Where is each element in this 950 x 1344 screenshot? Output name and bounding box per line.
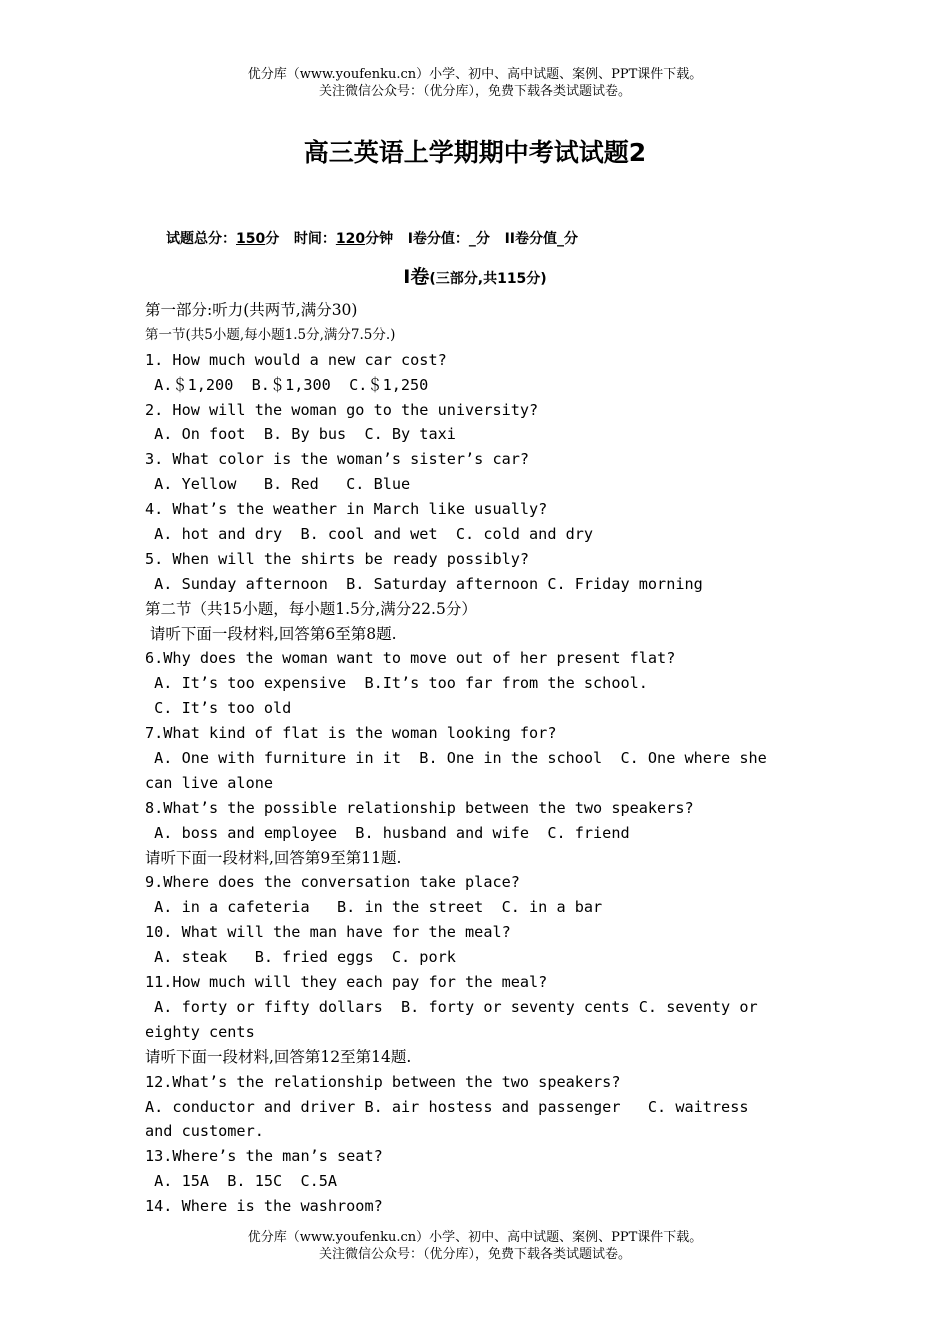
total-score-label: 试题总分： [166, 231, 236, 247]
instruction-line: 请听下面一段材料,回答第6至第8题. [145, 624, 397, 643]
question-line: 14. Where is the washroom? [145, 1197, 383, 1216]
option-line: A.＄1,200 B.＄1,300 C.＄1,250 [145, 375, 429, 394]
option-line: A. Sunday afternoon B. Saturday afternoon C. Friday morning [145, 574, 703, 593]
question-line: 1. How much would a new car cost? [145, 350, 447, 369]
volume-subtitle: (三部分,共115分) [429, 271, 547, 287]
question-line: 4. What’s the weather in March like usually? [145, 500, 548, 519]
option-line: C. It’s too old [145, 699, 292, 718]
instruction-line: 请听下面一段材料,回答第12至第14题. [145, 1047, 412, 1066]
question-list [145, 298, 815, 1219]
option-line: A. conductor and driver B. air hostess and passenger C. waitress [145, 1097, 749, 1116]
question-line: 3. What color is the woman’s sister’s car? [145, 450, 530, 469]
volume-1-score: I卷分值：_分 [407, 231, 505, 247]
option-line: A. hot and dry B. cool and wet C. cold and dry [145, 525, 594, 544]
option-line: A. forty or fifty dollars B. forty or seventy cents C. seventy or [145, 997, 758, 1016]
footer-line-1: 优分库（www.youfenku.cn）小学、初中、高中试题、案例、PPT课件下载。 [247, 1230, 703, 1245]
footer-line-2: 关注微信公众号：（优分库），免费下载各类试题试卷。 [318, 1247, 631, 1262]
instruction-line: 请听下面一段材料,回答第9至第11题. [145, 848, 402, 867]
option-line: can live alone [145, 773, 274, 792]
total-score-unit: 分 [265, 231, 294, 247]
question-line: 7.What kind of flat is the woman looking for? [145, 724, 557, 743]
option-line: and customer. [145, 1122, 264, 1141]
question-line: 11.How much will they each pay for the meal? [145, 973, 548, 992]
option-line: eighty cents [145, 1022, 255, 1041]
time-unit: 分钟 [365, 231, 408, 247]
question-line: 10. What will the man have for the meal? [145, 923, 511, 942]
header-line-1: 优分库（www.youfenku.cn）小学、初中、高中试题、案例、PPT课件下载。 [247, 67, 703, 82]
volume-title: I卷 [403, 266, 430, 288]
section-heading: 第一部分:听力(共两节,满分30) [145, 301, 358, 319]
volume-heading [0, 262, 950, 289]
question-line: 8.What’s the possible relationship between the two speakers? [145, 798, 694, 817]
option-line: A. in a cafeteria B. in the street C. in a bar [145, 898, 603, 917]
option-line: A. boss and employee B. husband and wife C. friend [145, 823, 630, 842]
question-line: 5. When will the shirts be ready possibly? [145, 549, 530, 568]
volume-2-score: II卷分值_分 [504, 231, 578, 247]
time-value: 120 [335, 231, 366, 247]
option-line: A. It’s too expensive B.It’s too far from the school. [145, 674, 648, 693]
page-footer [0, 1229, 950, 1263]
option-line: A. Yellow B. Red C. Blue [145, 475, 411, 494]
option-line: A. 15A B. 15C C.5A [145, 1172, 338, 1191]
option-line: A. On foot B. By bus C. By taxi [145, 425, 456, 444]
question-line: 2. How will the woman go to the university? [145, 400, 539, 419]
section-heading: 第二节（共15小题，每小题1.5分,满分22.5分） [145, 599, 477, 618]
page-title: 高三英语上学期期中考试试题2 [303, 138, 647, 167]
question-line: 13.Where’s the man’s seat? [145, 1147, 383, 1166]
question-line: 9.Where does the conversation take place? [145, 873, 520, 892]
question-line: 12.What’s the relationship between the two speakers? [145, 1072, 621, 1091]
total-score-value: 150 [236, 231, 266, 247]
time-label: 时间： [293, 231, 336, 247]
option-line: A. One with furniture in it B. One in the school C. One where she [145, 749, 767, 768]
header-line-2: 关注微信公众号：（优分库），免费下载各类试题试卷。 [318, 84, 631, 99]
question-line: 6.Why does the woman want to move out of her present flat? [145, 649, 676, 668]
exam-meta [166, 228, 578, 248]
section-heading: 第一节(共5小题,每小题1.5分,满分7.5分.) [145, 326, 396, 343]
page-header [0, 66, 950, 100]
option-line: A. steak B. fried eggs C. pork [145, 948, 456, 967]
